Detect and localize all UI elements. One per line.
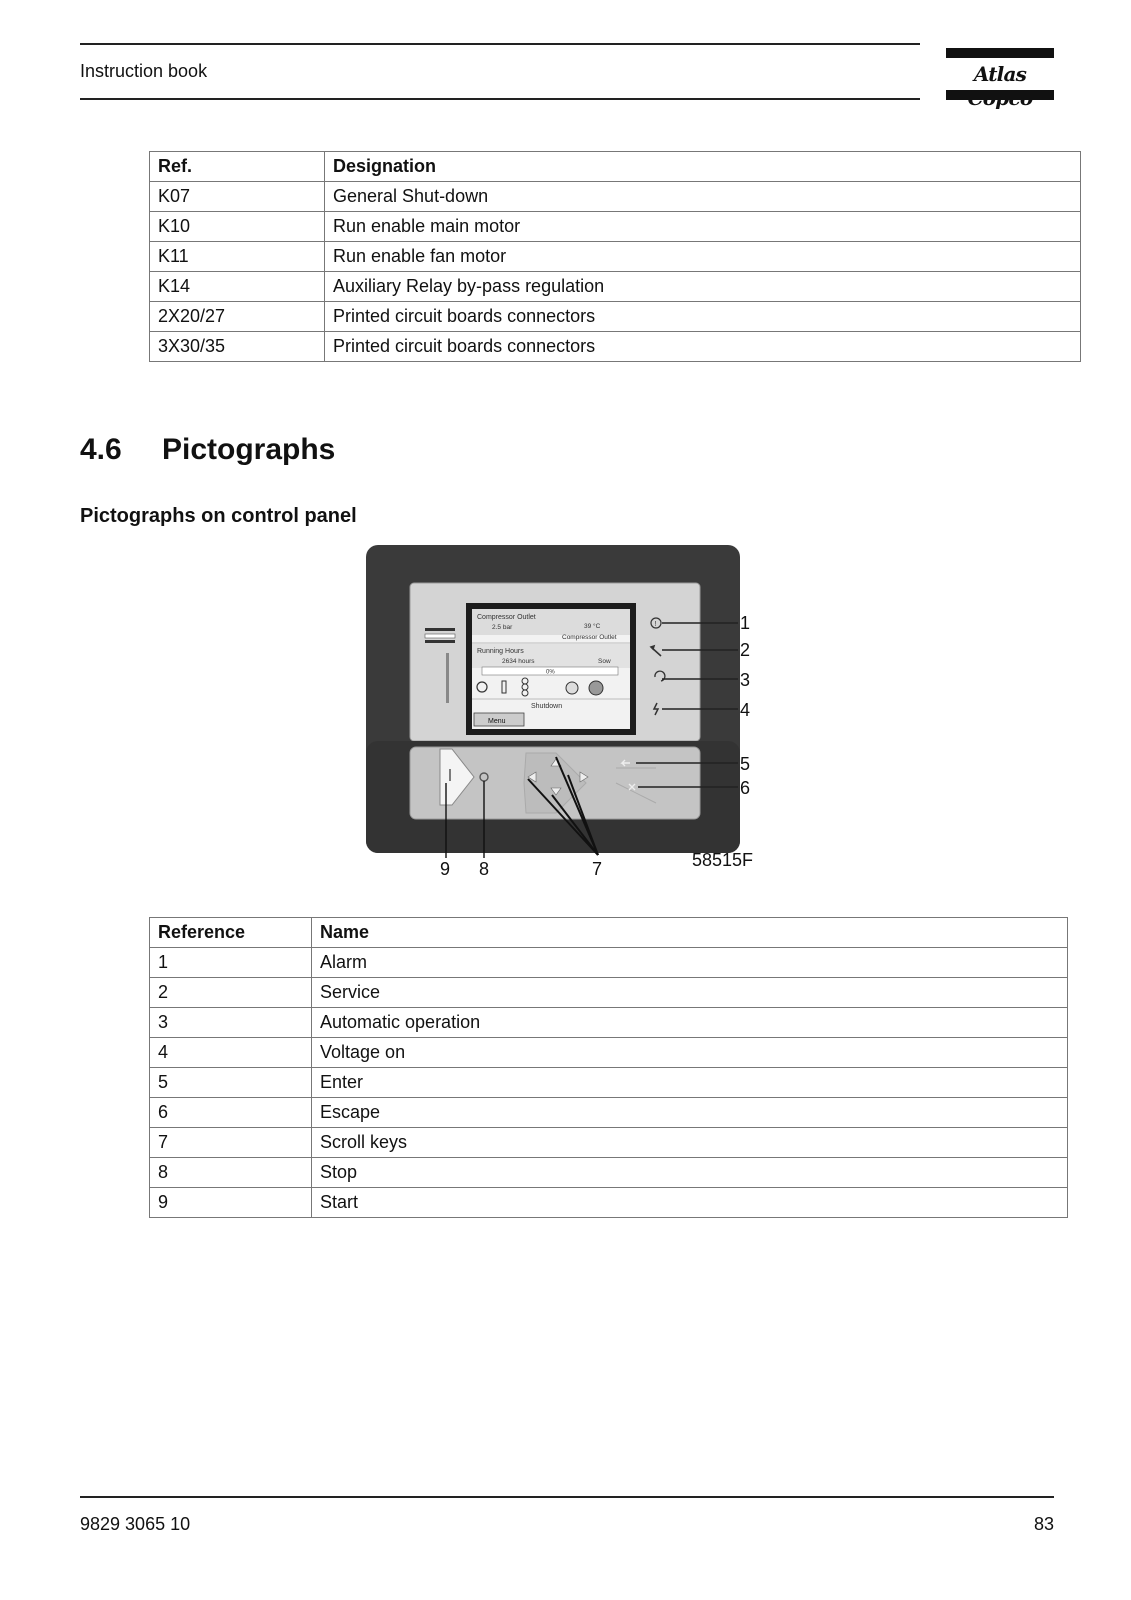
callout-7: 7 [592, 859, 603, 879]
screen-value-3: 2634 hours [502, 658, 535, 665]
section-title: Pictographs [162, 433, 336, 466]
header-top-rule [80, 43, 920, 45]
cell-ref: 3X30/35 [150, 332, 325, 362]
cell-ref: K14 [150, 272, 325, 302]
callout-3: 3 [740, 670, 751, 690]
cell-name: Alarm [312, 948, 1068, 978]
table-row [150, 1188, 1068, 1218]
cell-reference: 2 [150, 978, 312, 1008]
cell-reference: 6 [150, 1098, 312, 1128]
table-row [150, 272, 1081, 302]
figure-id: 58515F [692, 850, 754, 870]
cell-name: Enter [312, 1068, 1068, 1098]
document-number: 9829 3065 10 [80, 1514, 191, 1534]
table-row [150, 1068, 1068, 1098]
table-row [150, 332, 1081, 362]
cell-reference: 1 [150, 948, 312, 978]
cell-name: Service [312, 978, 1068, 1008]
callout-5: 5 [740, 754, 751, 774]
cell-reference: 8 [150, 1158, 312, 1188]
subheading: Pictographs on control panel [80, 505, 357, 527]
table-row [150, 948, 1068, 978]
table-row [150, 978, 1068, 1008]
cell-name: Escape [312, 1098, 1068, 1128]
column-header-name: Name [312, 918, 1068, 948]
screen-menu: Menu [488, 718, 506, 725]
table-row [150, 182, 1081, 212]
cell-ref: 2X20/27 [150, 302, 325, 332]
cell-ref: K10 [150, 212, 325, 242]
callout-2: 2 [740, 640, 751, 660]
screen-value-1: 2.5 bar [492, 624, 513, 631]
cell-ref: K11 [150, 242, 325, 272]
header-title: Instruction book [80, 61, 208, 81]
screen-status: Shutdown [531, 703, 563, 710]
callout-4: 4 [740, 700, 751, 720]
control-panel-figure [366, 543, 766, 895]
screen-value-2: 39 °C [584, 623, 601, 630]
cell-ref: K07 [150, 182, 325, 212]
cell-designation: Printed circuit boards connectors [325, 302, 1081, 332]
cell-reference: 3 [150, 1008, 312, 1038]
callout-1: 1 [740, 613, 751, 633]
relay-table [149, 151, 1081, 362]
table-row [150, 242, 1081, 272]
section-number: 4.6 [80, 433, 122, 466]
footer-rule [80, 1496, 1054, 1498]
svg-text:!: ! [654, 621, 657, 628]
cell-reference: 5 [150, 1068, 312, 1098]
table-row [150, 1128, 1068, 1158]
cell-reference: 9 [150, 1188, 312, 1218]
cell-reference: 7 [150, 1128, 312, 1158]
cell-name: Start [312, 1188, 1068, 1218]
table-row [150, 212, 1081, 242]
atlas-copco-logo: Atlas [946, 48, 1054, 100]
table-row [150, 1008, 1068, 1038]
callout-8: 8 [479, 859, 490, 879]
callout-6: 6 [740, 778, 751, 798]
cell-reference: 4 [150, 1038, 312, 1068]
cell-designation: Run enable main motor [325, 212, 1081, 242]
cell-designation: Run enable fan motor [325, 242, 1081, 272]
table-row [150, 1158, 1068, 1188]
column-header-reference: Reference [150, 918, 312, 948]
screen-value-4: Sow [598, 658, 611, 665]
cell-name: Voltage on [312, 1038, 1068, 1068]
table-header-row [150, 918, 1068, 948]
table-row [150, 302, 1081, 332]
screen-label-3: Running Hours [477, 648, 524, 655]
table-row [150, 1038, 1068, 1068]
cell-name: Scroll keys [312, 1128, 1068, 1158]
cell-name: Stop [312, 1158, 1068, 1188]
callout-9: 9 [440, 859, 451, 879]
column-header-designation: Designation [325, 152, 1081, 182]
cell-designation: General Shut-down [325, 182, 1081, 212]
cell-name: Automatic operation [312, 1008, 1068, 1038]
screen-label-1: Compressor Outlet [477, 614, 536, 621]
cell-designation: Printed circuit boards connectors [325, 332, 1081, 362]
page-number: 83 [1033, 1514, 1054, 1534]
column-header-ref: Ref. [150, 152, 325, 182]
cell-designation: Auxiliary Relay by-pass regulation [325, 272, 1081, 302]
table-header-row [150, 152, 1081, 182]
screen-percent: 0% [546, 669, 555, 676]
pictograph-table [149, 917, 1068, 1218]
table-row [150, 1098, 1068, 1128]
header-bottom-rule [80, 98, 920, 100]
screen-label-2: Compressor Outlet [562, 634, 617, 641]
